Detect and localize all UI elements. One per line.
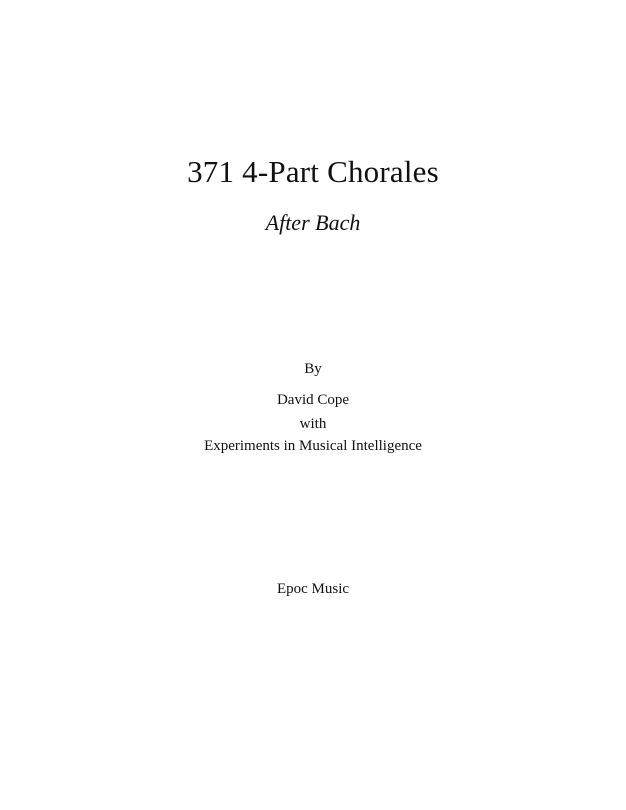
with-label: with [299, 416, 327, 432]
author-name: David Cope [276, 392, 350, 408]
book-title: 371 4-Part Chorales [187, 154, 439, 189]
book-subtitle: After Bach [265, 210, 361, 235]
collaborator-name: Experiments in Musical Intelligence [204, 438, 422, 454]
publisher-name: Epoc Music [276, 581, 350, 597]
by-label: By [304, 361, 322, 377]
